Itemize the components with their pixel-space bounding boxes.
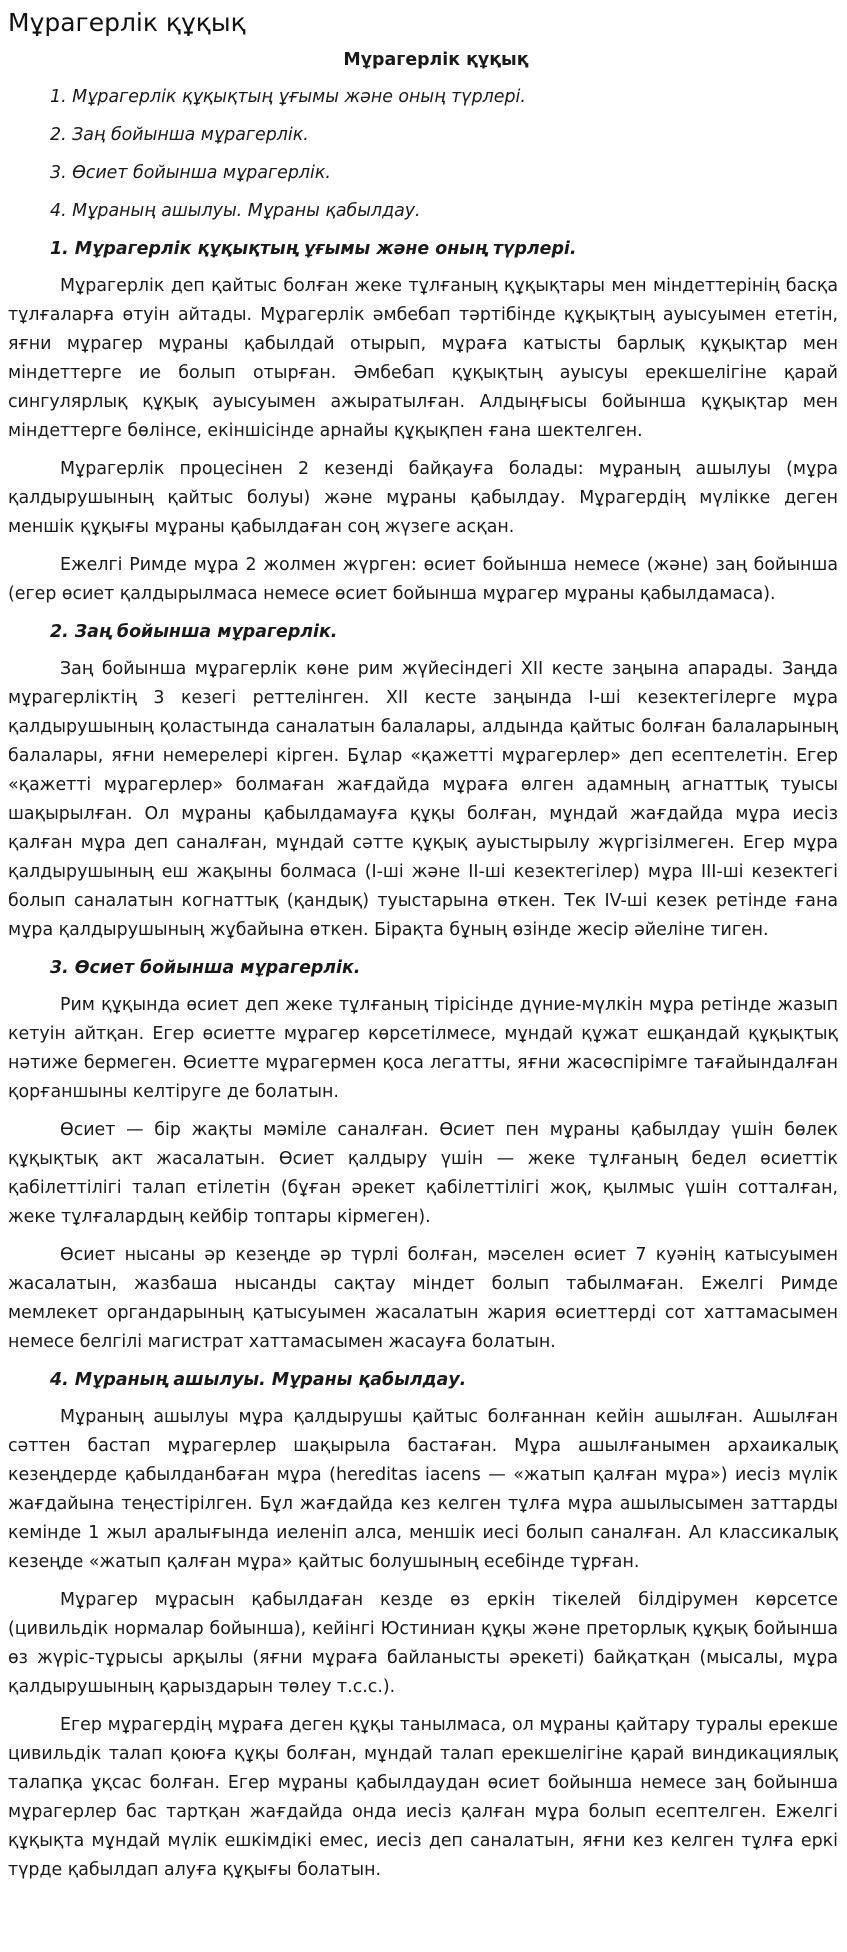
paragraph: Мұрагерлік процесінен 2 кезенді байқауға болады: мұраның ашылуы (мұра қалдырушының қайтыс болуы) және мұраны қабылдау. Мұрагердің мүлікке деген меншік құқығы мұраны қабылдаған соң жүзеге асқан. — [8, 459, 838, 537]
section-3 — [8, 954, 838, 1357]
section-2 — [8, 618, 838, 945]
table-of-contents — [8, 83, 838, 226]
paragraph: Мұрагерлік деп қайтыс болған жеке тұлғаның құқықтары мен міндеттерінің басқа тұлғаларға өтуін айтады. Мұрагерлік әмбебап тәртібінде құқықтың ауысуымен ететін, яғни мұрагер мұраны қабылдай отырып, мұраға катысты барлық құқықтар мен міндеттерге ие болып отырған. Әмбебап құқықтың ауысуы ерекшелігіне қарай сингулярлық құқық ауысуымен ажыратылған. Алдыңғысы бойынша құқықтар мен міндеттерге бөлінсе, екіншісінде арнайы құқықпен ғана шектелген. — [8, 276, 838, 441]
paragraph: Өсиет нысаны әр кезеңде әр түрлі болған, мәселен өсиет 7 куәнің катысуымен жасалатын, жазбаша нысанды сақтау міндет болып табылмаған. Ежелгі Римде мемлекет органдарының қатысуымен жасалатын жария өсиеттерді сот хаттамасымен немесе белгілі магистрат хаттамасымен жасауға болатын. — [8, 1245, 838, 1352]
paragraph: Рим құқында өсиет деп жеке тұлғаның тірісінде дүние-мүлкін мұра ретінде жазып кетуін айтқан. Егер өсиетте мұрагер көрсетілмесе, мұндай құжат ешқандай құқықтық нәтиже бермеген. Өсиетте мұрагермен қоса легатты, яғни жасөспірімге тағайындалған қорғаншыны келтіруге де болатын. — [8, 995, 838, 1102]
section-heading: 4. Мұраның ашылуы. Мұраны қабылдау. — [50, 1370, 467, 1390]
paragraph: Ежелгі Римде мұра 2 жолмен жүрген: өсиет бойынша немесе (және) заң бойынша (егер өсиет қалдырылмаса немесе өсиет бойынша мұрагер мұраны қабылдамаса). — [8, 555, 838, 604]
paragraph: Өсиет — бір жақты мәміле саналған. Өсиет пен мұраны қабылдау үшін бөлек құқықтық акт жасалатын. Өсиет қалдыру үшін — жеке тұлғаның бедел өсиеттік қабілеттілігі талап етілетін (бұған әрекет қабілеттілігі жоқ, қылмыс үшін сотталған, жеке тұлғалардың кейбір топтары кірмеген). — [8, 1120, 838, 1227]
document-body — [8, 46, 838, 1894]
toc-item: 2. Заң бойынша мұрагерлік. — [50, 125, 309, 145]
paragraph: Мұраның ашылуы мұра қалдырушы қайтыс болғаннан кейін ашылған. Ашылған сәттен бастап мұрагерлер шақырыла бастаған. Мұра ашылғанымен архаикалық кезеңдерде қабылданбаған мұра (hereditas iacens — «жатып қалған мұра») иесіз мүлік жағдайына теңестірілген. Бұл жағдайда кез келген тұлға мұра ашылысымен заттарды кемінде 1 жыл аралығында иеленіп алса, меншік иесі болып саналған. Ал классикалық кезеңде «жатып қалған мұра» қайтыс болушының есебінде тұрған. — [8, 1407, 838, 1572]
section-4 — [8, 1366, 838, 1885]
section-heading: 3. Өсиет бойынша мұрагерлік. — [50, 958, 361, 978]
section-heading: 1. Мұрагерлік құқықтың ұғымы және оның түрлері. — [50, 239, 577, 259]
document-title: Мұрагерлік құқық — [343, 50, 529, 70]
page-title: Мұрагерлік құқық — [8, 8, 246, 37]
toc-item: 4. Мұраның ашылуы. Мұраны қабылдау. — [50, 201, 421, 221]
section-heading: 2. Заң бойынша мұрагерлік. — [50, 622, 338, 642]
paragraph: Егер мұрагердің мұраға деген құқы танылмаса, ол мұраны қайтару туралы ерекше цивильдік талап қоюға құқы болған, мұндай талап ерекшелігіне қарай виндикациялық талапқа ұқсас болған. Егер мұраны қабылдаудан өсиет бойынша немесе заң бойынша мұрагерлер бас тартқан жағдайда онда иесіз қалған мұра болып есептелген. Ежелгі құқықта мұндай мүлік ешкімдікі емес, иесіз деп саналатын, яғни кез келген тұлға еркі түрде қабылдап алуға құқығы болатын. — [8, 1715, 838, 1880]
section-1 — [8, 235, 838, 609]
toc-item: 3. Өсиет бойынша мұрагерлік. — [50, 163, 331, 183]
paragraph: Заң бойынша мұрагерлік көне рим жүйесіндегі XII кесте заңына апарады. Заңда мұрагерліктің 3 кезегі реттелінген. XII кесте заңында I-ші кезектегілерге мұра қалдырушының қоластында саналатын балалары, алдында қайтыс болған балаларының балалары, яғни немерелері кірген. Бұлар «қажетті мұрагерлер» деп есептелетін. Егер «қажетті мұрагерлер» болмаған жағдайда мұраға өлген адамның агнаттық туысы шақырылған. Ол мұраны қабылдамауға құқы болған, мұндай жағдайда мұра иесіз қалған мұра деп саналған, мұндай сәтте құқық ауыстырылу жүргізілмеген. Егер мұра қалдырушының еш жақыны болмаса (I-ші және II-ші кезектегілер) мұра III-ші кезектегі болып саналатын когнаттық (қандық) туыстарына өткен. Тек IV-ші кезек ретінде ғана мұра қалдырушының жұбайына өткен. Бірақта бұның өзінде жесір әйеліне тиген. — [8, 659, 838, 940]
paragraph: Мұрагер мұрасын қабылдаған кезде өз еркін тікелей білдірумен көрсетсе (цивильдік нормалар бойынша), кейінгі Юстиниан құқы және преторлық құқық бойынша өз жүріс-тұрысы арқылы (яғни мұраға байланысты әрекеті) байқатқан (мысалы, мұра қалдырушының қарыздарын төлеу т.с.с.). — [8, 1590, 838, 1697]
toc-item: 1. Мұрагерлік құқықтың ұғымы және оның түрлері. — [50, 87, 526, 107]
